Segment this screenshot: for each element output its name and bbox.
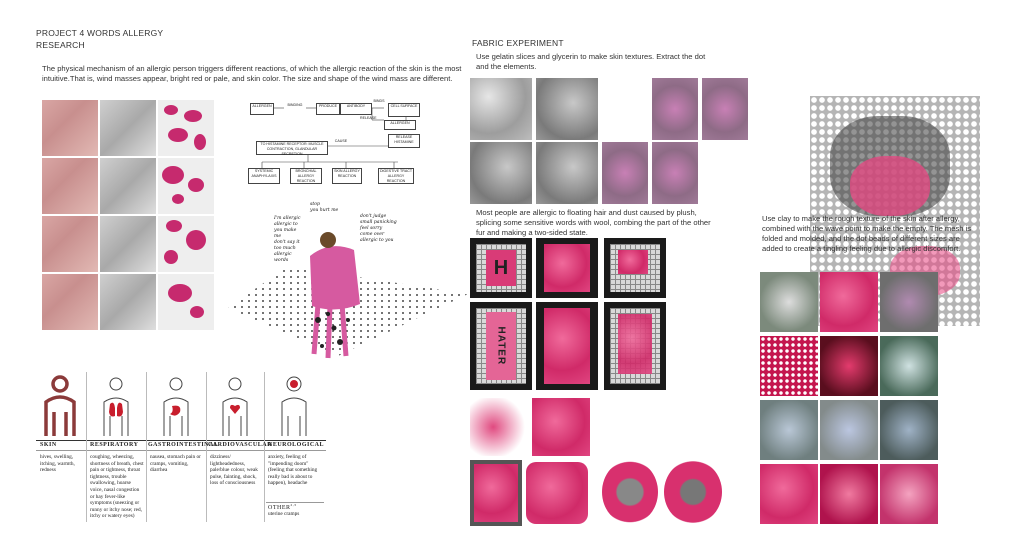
gelatin-sample bbox=[470, 78, 532, 140]
flow-node: ALLERGEN bbox=[250, 103, 274, 115]
fabric-step1: Use gelatin slices and glycerin to make skin textures. Extract the dot and the elements. bbox=[476, 52, 706, 71]
symptoms-table bbox=[36, 372, 326, 528]
wool-sample-hater: HATER bbox=[470, 302, 532, 390]
other-title: OTHER$^{2,3}$ bbox=[268, 503, 297, 511]
respiratory-body-icon bbox=[104, 378, 128, 436]
clay-photo bbox=[880, 464, 938, 524]
skin-photo bbox=[42, 274, 98, 330]
flow-node: SKIN ALLERGY REACTION bbox=[332, 168, 362, 184]
flow-node: BRONCHIAL ALLERGY REACTION bbox=[290, 168, 322, 184]
skin-pattern bbox=[158, 100, 214, 156]
flow-label: BINDS bbox=[373, 99, 385, 103]
flow-node: DIGESTIVE TRACT ALLERGY REACTION bbox=[379, 169, 413, 183]
clay-photo bbox=[880, 400, 938, 460]
clay-photo bbox=[820, 464, 878, 524]
intro-paragraph: The physical mechanism of an allergic person triggers different reactions, of which the allergic reaction of the skin is the most intuitive.That is, wind masses appear, bright red or pale, and skin color. The size and shape of the wind mass are different. bbox=[42, 64, 462, 83]
flow-node: ANTIBODY bbox=[340, 103, 372, 115]
skin-pattern bbox=[158, 216, 214, 272]
flow-label: BINDING bbox=[287, 103, 303, 107]
skin-photo-gray bbox=[100, 100, 156, 156]
skin-photo-gray bbox=[100, 274, 156, 330]
heart-icon bbox=[230, 405, 240, 414]
wool-sample bbox=[536, 302, 598, 390]
clay-photo bbox=[760, 400, 818, 460]
flow-label: CAUSE bbox=[334, 139, 348, 143]
clay-sample bbox=[470, 460, 522, 526]
skin-photo-gray bbox=[100, 216, 156, 272]
gelatin-sample bbox=[536, 142, 598, 204]
allergy-flowchart bbox=[248, 96, 428, 192]
body-icons bbox=[36, 372, 326, 440]
gelatin-sample bbox=[470, 142, 532, 204]
symptom-text: coughing, wheezing, shortness of breath, chest pain or tightness, throat tightness, trouble swallowing, hoarse voice, nasal congestion or hay fever-like symptoms (sneezing or runny or itchy nose; red, itchy or watery eyes) bbox=[90, 454, 144, 520]
skin-photo bbox=[42, 158, 98, 214]
wool-sample bbox=[536, 238, 598, 298]
fabric-title: FABRIC EXPERIMENT bbox=[472, 38, 564, 48]
gelatin-sample-pink bbox=[652, 142, 698, 204]
word-cluster-top: stop you hurt me bbox=[310, 202, 339, 213]
fur-sample bbox=[470, 398, 528, 456]
word-cluster-left: I'm allergic allergic to you make me don't say it too much allergic words bbox=[274, 216, 301, 263]
project-title: PROJECT 4 WORDS ALLERGY bbox=[36, 28, 164, 38]
research-label: RESEARCH bbox=[36, 40, 85, 50]
clay-photo bbox=[880, 272, 938, 332]
mesh-dot-sample bbox=[664, 460, 722, 524]
dot-floor bbox=[218, 196, 468, 380]
wool-sample-h: H bbox=[470, 238, 532, 298]
stomach-icon bbox=[170, 406, 180, 416]
skin-photo-grid bbox=[42, 100, 214, 330]
skin-photo bbox=[42, 216, 98, 272]
clay-photo bbox=[820, 272, 878, 332]
fur-sample bbox=[532, 398, 590, 456]
symptom-title: SKIN bbox=[40, 442, 57, 448]
symptom-title: RESPIRATORY bbox=[90, 442, 139, 448]
wool-sample bbox=[604, 238, 666, 298]
symptom-title: NEUROLOGICAL bbox=[268, 442, 325, 448]
skin-photo bbox=[42, 100, 98, 156]
flow-node: CELL SURFACE bbox=[388, 103, 420, 117]
flow-node: ALLERGEN bbox=[384, 120, 416, 130]
symptom-text: anxiety, feeling of "impending doom" (feeling that something really bad is about to happen), headache bbox=[268, 454, 318, 487]
clay-sample-grid bbox=[760, 272, 942, 526]
gelatin-sample bbox=[536, 78, 598, 140]
skin-body-icon bbox=[46, 377, 74, 436]
clay-photo bbox=[820, 400, 878, 460]
symptom-text: nausea, stomach pain or cramps, vomiting, diarrhea bbox=[150, 454, 201, 474]
symptom-title: CARDIOVASCULAR bbox=[208, 442, 272, 448]
clay-photo bbox=[760, 336, 818, 396]
skin-photo-gray bbox=[100, 158, 156, 214]
wool-sample bbox=[604, 302, 666, 390]
symptom-text: hives, swelling, itching, warmth, redness bbox=[40, 454, 75, 474]
clay-photo bbox=[880, 336, 938, 396]
clay-photo bbox=[820, 336, 878, 396]
mesh-dot-sample bbox=[602, 460, 658, 524]
flow-node: SYSTEMIC ANAPHYLAXIS bbox=[248, 168, 280, 184]
skin-pattern bbox=[158, 274, 214, 330]
gelatin-sample-pink bbox=[652, 78, 698, 140]
clay-sample bbox=[526, 462, 588, 524]
word-cluster-right: don't judge small panicking feel sorry come over allergic to you bbox=[360, 214, 397, 243]
table-rule bbox=[36, 440, 326, 441]
gelatin-sample-pink bbox=[702, 78, 748, 140]
gelatin-sample-pink bbox=[602, 142, 648, 204]
allergy-figure-illustration bbox=[218, 196, 468, 380]
clay-photo bbox=[760, 464, 818, 524]
other-text: uterine cramps bbox=[268, 511, 300, 517]
flow-node: RELEASE HISTAMINE bbox=[388, 134, 420, 148]
flow-node: PRODUCE bbox=[316, 103, 340, 115]
table-rule bbox=[36, 450, 326, 451]
fabric-step3: Use clay to make the rough texture of the skin after allergy, combined with the wave point to make the empty. The mesh is folded and molded, and the dot beads of different sizes are added to create a tingling feeling due to allergic discomfort. bbox=[762, 214, 972, 253]
flow-node: TO HISTAMINE RECEPTOR: MUSCLE CONTRACTION, GLANDULAR SECRETION bbox=[256, 141, 328, 155]
brain-icon bbox=[290, 380, 298, 388]
fabric-step2: Most people are allergic to floating hair and dust caused by plush, splicing some sensitive words with wool, combing the part of the other fur and making a two-sided state. bbox=[476, 208, 711, 237]
clay-photo bbox=[760, 272, 818, 332]
skin-pattern bbox=[158, 158, 214, 214]
lungs-icon bbox=[109, 403, 123, 417]
flow-label: RELEASE bbox=[360, 116, 377, 120]
symptom-text: dizziness/ lightheadedness, pale/blue colour, weak pulse, fainting, shock, loss of consciousness bbox=[210, 454, 258, 487]
symptom-title: GASTROINTESTINAL bbox=[148, 442, 219, 448]
